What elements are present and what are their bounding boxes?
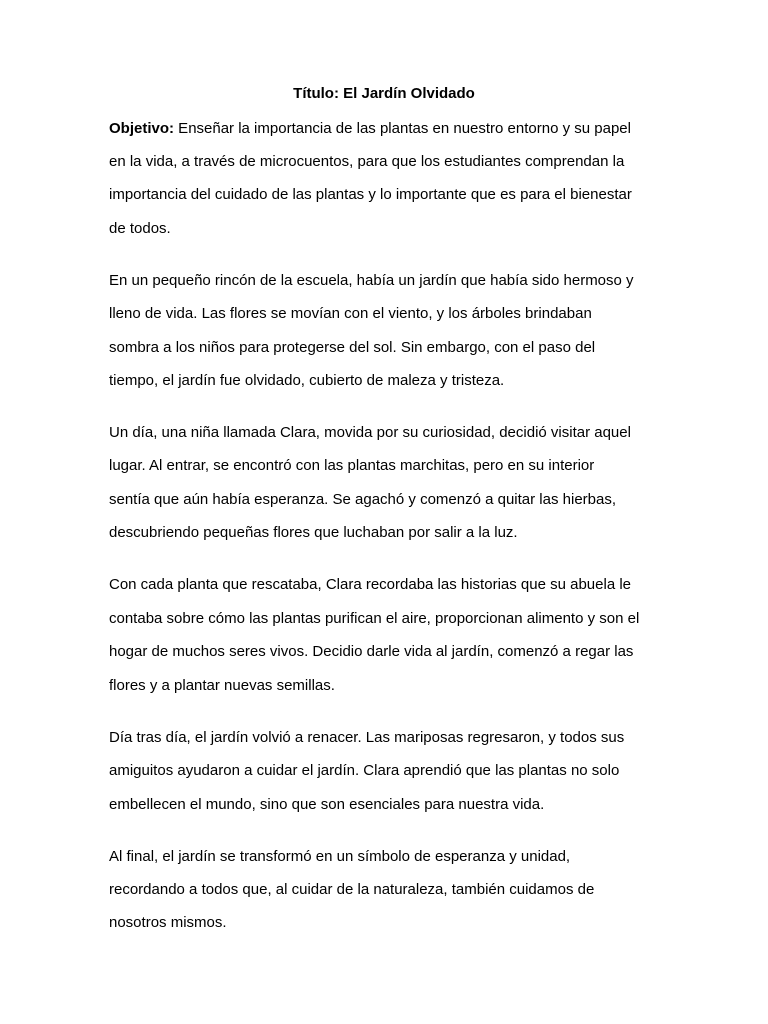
paragraph-line: descubriendo pequeñas flores que luchaban por salir a la luz.	[109, 524, 518, 541]
objective-text: Enseñar la importancia de las plantas en nuestro entorno y su papel	[174, 120, 631, 137]
paragraph-line: sentía que aún había esperanza. Se agachó y comenzó a quitar las hierbas,	[109, 491, 617, 508]
paragraph-line: sombra a los niños para protegerse del sol. Sin embargo, con el paso del	[109, 339, 596, 356]
paragraph-line: tiempo, el jardín fue olvidado, cubierto de maleza y tristeza.	[109, 372, 505, 389]
objective-line: en la vida, a través de microcuentos, para que los estudiantes comprendan la	[109, 153, 625, 170]
paragraph-line: Día tras día, el jardín volvió a renacer. Las mariposas regresaron, y todos sus	[109, 729, 625, 746]
paragraph-line: Con cada planta que rescataba, Clara recordaba las historias que su abuela le	[109, 576, 631, 593]
document-title: Título: El Jardín Olvidado	[293, 85, 475, 102]
paragraph-line: flores y a plantar nuevas semillas.	[109, 677, 335, 694]
paragraph-line: hogar de muchos seres vivos. Decidio darle vida al jardín, comenzó a regar las	[109, 643, 634, 660]
objective-label: Objetivo:	[109, 120, 175, 137]
objective-line	[109, 119, 631, 139]
paragraph-line: amiguitos ayudaron a cuidar el jardín. Clara aprendió que las plantas no solo	[109, 762, 620, 779]
paragraph-line: Un día, una niña llamada Clara, movida por su curiosidad, decidió visitar aquel	[109, 424, 631, 441]
paragraph-line: Al final, el jardín se transformó en un símbolo de esperanza y unidad,	[109, 848, 571, 865]
paragraph-line: nosotros mismos.	[109, 914, 227, 931]
paragraph-line: recordando a todos que, al cuidar de la naturaleza, también cuidamos de	[109, 881, 595, 898]
paragraph-line: lugar. Al entrar, se encontró con las plantas marchitas, pero en su interior	[109, 457, 595, 474]
paragraph-line: embellecen el mundo, sino que son esenciales para nuestra vida.	[109, 796, 545, 813]
paragraph-line: lleno de vida. Las flores se movían con el viento, y los árboles brindaban	[109, 305, 592, 322]
objective-line: importancia del cuidado de las plantas y lo importante que es para el bienestar	[109, 186, 632, 203]
paragraph-line: En un pequeño rincón de la escuela, había un jardín que había sido hermoso y	[109, 272, 634, 289]
paragraph-line: contaba sobre cómo las plantas purifican el aire, proporcionan alimento y son el	[109, 610, 640, 627]
objective-line: de todos.	[109, 220, 171, 237]
